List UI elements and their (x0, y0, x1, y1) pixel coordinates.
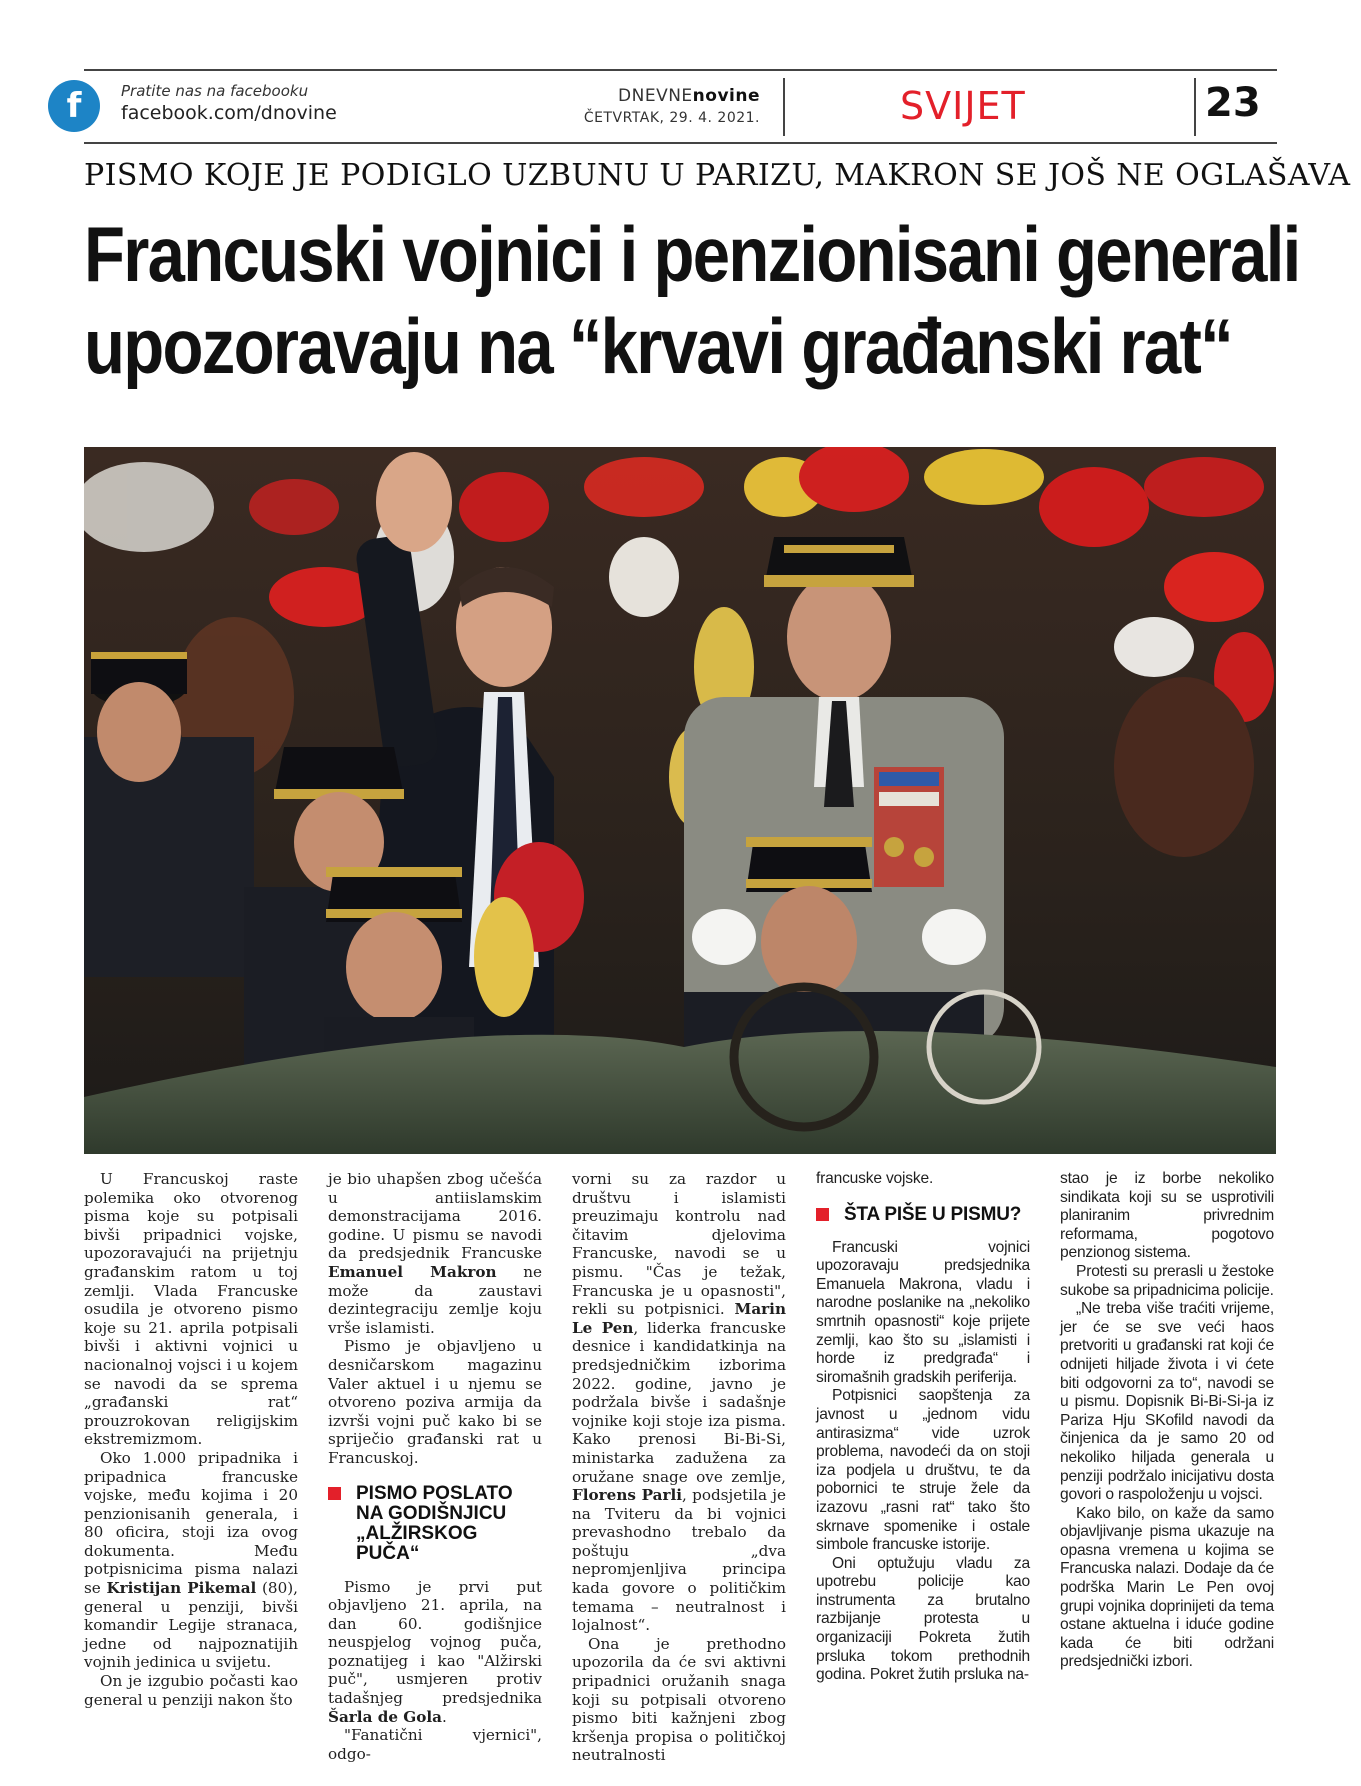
header-divider (1194, 78, 1196, 136)
paragraph: francuske vojske. (816, 1170, 934, 1187)
person-name: Emanuel Makron (328, 1262, 497, 1281)
masthead-bold: novine (692, 86, 760, 106)
text-run: , liderka francuske desnice i kandidatkinja na predsjedničkim izborima 2022. godine, javno je podržala bivše i sadašnje vojnike koji stoje iza pisma. Kako prenosi Bi-Bi-Si, ministarka zadužena za oružane snage ove zemlje, (572, 1318, 786, 1486)
paragraph: Potpisnici saopštenja za javnost u „jednom vidu antirasizma“ vide uzrok problema, navodeći da on stoji iza podjela u društvu, te da pobornici te struje žele da izazovu „rasni rat“ tako što skrnave spomenike i ostale simbole francuske istorije. (816, 1387, 1030, 1554)
person-name: Marin Le Pen (572, 1300, 786, 1337)
header-top-rule (84, 69, 1277, 71)
subheading (816, 1205, 1030, 1225)
paragraph (84, 1449, 298, 1672)
facebook-prompt: Pratite nas na facebooku (121, 82, 309, 100)
headline-line-1: Francuski vojnici i penzionisani generali (84, 210, 1300, 298)
article-kicker: PISMO KOJE JE PODIGLO UZBUNU U PARIZU, MAKRON SE JOŠ NE OGLAŠAVA (84, 158, 1351, 193)
subheading-text: ŠTA PIŠE U PISMU? (844, 1203, 1022, 1225)
article-column-5 (1060, 1170, 1274, 1672)
text-run: ne može da zaustavi dezintegraciju zemlje koju vrše islamisti. (328, 1262, 542, 1337)
red-square-icon (816, 1208, 829, 1221)
person-name: Florens Parli (572, 1486, 683, 1505)
facebook-url[interactable]: facebook.com/dnovine (121, 102, 337, 124)
article-column-2 (328, 1170, 542, 1763)
paragraph: Pismo je objavljeno u desničarskom magazinu Valer aktuel i u njemu se otvoreno poziva armija da izvrši vojni puč kako bi se spriječio građanski rat u Francuskoj. (328, 1337, 542, 1467)
subheading-text: PISMO POSLATO NA GODIŠNJICU „ALŽIRSKOG PUČA“ (356, 1482, 513, 1564)
text-run: (80), general u penziji, bivši komandir Legije stranaca, jedne od najpoznatijih vojnih jedinica u svijetu. (84, 1579, 298, 1672)
masthead (560, 86, 760, 126)
paragraph: "Fanatični vjernici", odgo- (328, 1726, 542, 1763)
masthead-prefix: DNEVNE (618, 86, 693, 106)
paragraph: Ona je prethodno upozorila da će svi aktivni pripadnici oružanih snaga koji su potpisali otvoreno pismo biti kažnjeni zbog kršenja propisa o političkoj neutralnosti (572, 1634, 786, 1765)
section-label: SVIJET (900, 84, 1026, 128)
paragraph: „Ne treba više traćiti vrijeme, jer će se sve veći haos pretvoriti u građanski rat koji će odnijeti hiljade života i vi ćete biti odgovorni za to“, navodi se u pismu. Dopisnik Bi-Bi-Si-ja iz Pariza Hju SKofild navodi da činjenica da je samo 20 od nekoliko hiljada generala u penziji podržalo inicijativu dosta govori o raspoloženju u vojsci. (1060, 1300, 1274, 1504)
text-run: vorni su za razdor u društvu i islamisti preuzimaju kontrolu nad čitavim djelovima Francuske, navodi se u pismu. "Čas je težak, Francuska je u opasnosti", rekli su potpisnici. (572, 1170, 786, 1319)
header-bottom-rule (84, 142, 1277, 144)
subheading (328, 1484, 542, 1564)
person-name: Kristijan Pikemal (106, 1579, 257, 1598)
text-run: , podsjetila je na Tviteru da bi vojnici prevashodno trebalo da poštuju „dva nepromjenljiva principa kada govore o političkim temama – neutralnost i lojalnost“. (572, 1486, 786, 1635)
paragraph: Protesti su prerasli u žestoke sukobe sa pripadnicima policije. (1060, 1262, 1274, 1299)
paragraph: Kako bilo, on kaže da samo objavljivanje pisma ukazuje na opasna vremena u kojima se Francuska nalazi. Dodaje da će podrška Marin Le Pen ovoj grupi vojnika doprinijeti da tema ostane aktuelna i iduće godine kada će biti održani predsjednički izbori. (1060, 1504, 1274, 1671)
masthead-name (560, 86, 760, 106)
article-column-4 (816, 1170, 1030, 1685)
text-run: Oko 1.000 pripadnika i pripadnica francuske vojske, među kojima i 20 penzionisanih generala, i 80 oficira, stoji iza ovog dokumenta. Među potpisnicima pisma nalazi se (84, 1448, 298, 1598)
paragraph: Francuski vojnici upozoravaju predsjednika Emanuela Makrona, vladu i narodne poslanike na „nekoliko smrtnih opasnosti“ koje prijete zemlji, kao što su „islamisti i horde iz predgrađa“ i siromašnih gradskih periferija. (816, 1238, 1030, 1386)
red-square-icon (328, 1487, 341, 1500)
text-run: je bio uhapšen zbog učešća u antiislamskim demonstracijama 2016. godine. U pismu se navodi da predsjednik Francuske (328, 1170, 542, 1263)
military-parade-photo (84, 447, 1276, 1154)
headline-line-2: upozoravaju na “krvavi građanski rat“ (84, 302, 1232, 390)
issue-date: ČETVRTAK, 29. 4. 2021. (583, 110, 760, 126)
paragraph: stao je iz borbe nekoliko sindikata koji su se usprotivili planiranim privrednim reformama, pogotovo penzionog sistema. (1060, 1170, 1274, 1262)
page-number: 23 (1205, 80, 1261, 126)
paragraph (572, 1170, 786, 1635)
person-name: Šarla de Gola (328, 1707, 442, 1726)
text-run: Pismo je prvi put objavljeno 21. aprila, na dan 60. godišnjice neuspjelog vojnog puča, poznatijeg i kao "Alžirski puč", usmjeren protiv tadašnjeg predsjednika (328, 1577, 542, 1708)
paragraph (328, 1170, 542, 1337)
paragraph: Oni optužuju vladu za upotrebu policije kao instrumenta za brutalno razbijanje protesta u organizaciji Pokreta žutih prsluka tokom prethodnih godina. Pokret žutih prsluka na- (816, 1554, 1030, 1684)
article-headline (84, 208, 1300, 392)
text-run: . (442, 1707, 447, 1726)
article-body (84, 1170, 1276, 1765)
paragraph: On je izgubio počasti kao general u penziji nakon što (84, 1672, 298, 1709)
facebook-promo[interactable] (121, 82, 337, 124)
paragraph (328, 1578, 542, 1727)
paragraph: U Francuskoj raste polemika oko otvorenog pisma koje su potpisali bivši pripadnici vojske, upozoravajući na prijetnju građanskim ratom u toj zemlji. Vlada Francuske osudila je otvoreno pismo koje su 21. aprila potpisali bivši i aktivni vojnici u nacionalnoj vojsci i u kojem se navodi da se sprema „građanski rat“ prouzrokovan religijskim ekstremizmom. (84, 1170, 298, 1449)
article-column-1 (84, 1170, 298, 1709)
facebook-icon[interactable]: f (48, 80, 100, 132)
header-divider (783, 78, 785, 136)
article-column-3 (572, 1170, 786, 1765)
